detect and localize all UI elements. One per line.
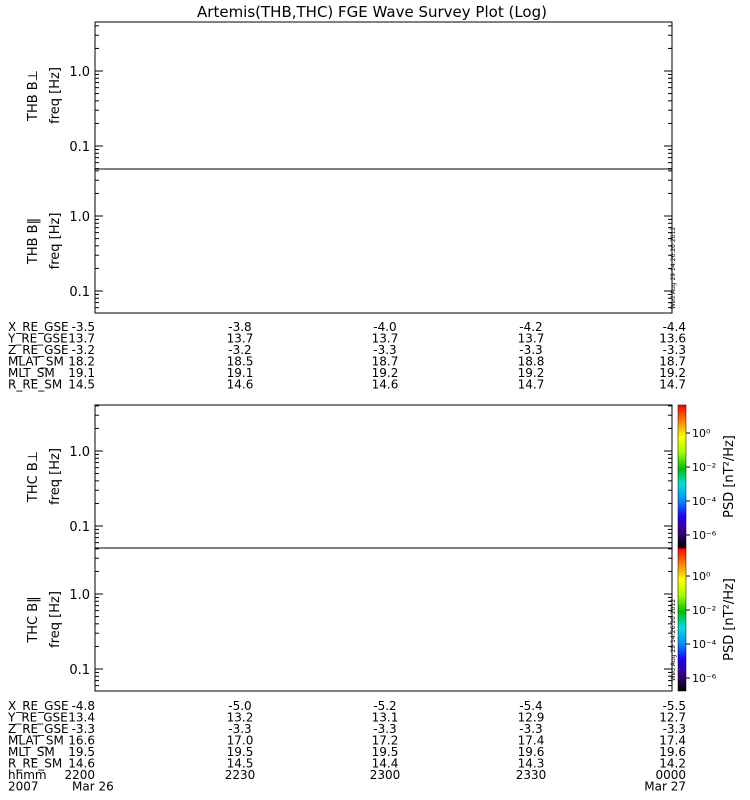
- ephemeris-value: -3.3: [662, 343, 686, 357]
- ephemeris-value: 14.3: [517, 756, 545, 771]
- panel-label: THC B⊥: [26, 450, 41, 503]
- ephemeris-value: 19.6: [517, 745, 545, 759]
- ephemeris-row-label: Y_RE_GSE: [8, 710, 68, 725]
- ephemeris-value: 19.2: [517, 366, 545, 380]
- ephemeris-value: 13.7: [68, 331, 95, 346]
- ephemeris-row-label: MLT_SM: [8, 366, 55, 380]
- ephemeris-value: 19.6: [659, 745, 686, 759]
- ephemeris-row-label: MLAT_SM: [8, 733, 64, 748]
- ephemeris-row-label: Z_RE_GSE: [8, 722, 69, 736]
- panel-label: THB B⊥: [26, 69, 41, 122]
- colorbar-label: PSD [nT²/Hz]: [722, 578, 737, 661]
- y-tick-label: 1.0: [69, 588, 90, 603]
- panel-frame: [95, 548, 672, 691]
- y-tick-label: 0.1: [69, 663, 90, 678]
- ephemeris-value: -3.3: [662, 722, 686, 736]
- ephemeris-value: 17.4: [659, 733, 686, 748]
- colorbar-tick-label: 10⁻²: [692, 604, 717, 617]
- ephemeris-value: 13.2: [226, 710, 254, 725]
- ephemeris-value: 19.5: [371, 745, 399, 759]
- ephemeris-value: -4.2: [519, 320, 543, 334]
- ephemeris-value: -5.0: [228, 699, 252, 713]
- ephemeris-value: 18.7: [371, 354, 399, 369]
- ephemeris-row-label: Y_RE_GSE: [8, 331, 68, 346]
- ephemeris-value: 14.5: [226, 756, 254, 771]
- ephemeris-value: -3.5: [71, 320, 95, 334]
- ephemeris-value: -4.4: [662, 320, 686, 334]
- ephemeris-table: [7, 320, 686, 794]
- y-tick-label: 0.1: [69, 520, 90, 535]
- timestamp: Wed Aug 29 14:26:20 2012: [670, 226, 677, 310]
- ephemeris-value: -3.8: [228, 320, 252, 334]
- date-end: Mar 27: [644, 779, 686, 794]
- ephemeris-value: -3.3: [228, 722, 252, 736]
- ephemeris-value: 2300: [369, 768, 401, 782]
- panel-frame: [95, 405, 672, 548]
- ephemeris-value: -5.2: [373, 699, 397, 713]
- date-year: 2007: [8, 779, 39, 794]
- ephemeris-value: 14.7: [517, 377, 545, 392]
- ephemeris-value: 17.0: [226, 733, 254, 748]
- y-axis-label: freq [Hz]: [48, 448, 63, 505]
- ephemeris-value: -3.2: [228, 343, 252, 357]
- ephemeris-value: 14.7: [659, 377, 686, 392]
- ephemeris-value: 13.4: [68, 710, 95, 725]
- colorbar-2: [678, 548, 737, 691]
- panel-thc-bperp: [26, 405, 672, 548]
- ephemeris-value: 2330: [515, 768, 547, 782]
- ephemeris-value: 2200: [64, 768, 95, 782]
- ephemeris-value: -4.0: [373, 320, 397, 334]
- ephemeris-value: -3.3: [519, 343, 543, 357]
- ephemeris-row-label: R_RE_SM: [8, 756, 63, 771]
- ephemeris-value: 17.2: [371, 733, 399, 748]
- ephemeris-value: 19.1: [68, 366, 95, 380]
- ephemeris-value: -3.3: [373, 722, 397, 736]
- ephemeris-value: -5.4: [519, 699, 543, 713]
- colorbar-1: [678, 405, 737, 548]
- ephemeris-value: -3.3: [71, 722, 95, 736]
- y-tick-label: 0.1: [69, 285, 90, 300]
- ephemeris-value: 19.5: [226, 745, 254, 759]
- chart-title: Artemis(THB,THC) FGE Wave Survey Plot (Log): [197, 3, 547, 21]
- ephemeris-value: -3.3: [373, 343, 397, 357]
- ephemeris-value: 2230: [224, 768, 256, 782]
- ephemeris-value: 19.2: [371, 366, 399, 380]
- y-axis-label: freq [Hz]: [48, 67, 63, 124]
- panel-frame: [95, 22, 672, 169]
- date-start: Mar 26: [72, 779, 114, 794]
- ephemeris-row-label: Z_RE_GSE: [8, 343, 69, 357]
- colorbar-tick-label: 10⁻⁴: [692, 495, 717, 508]
- ephemeris-value: 18.5: [226, 354, 254, 369]
- colorbar-tick-label: 10⁻⁴: [692, 638, 717, 651]
- panel-thc-bpar: [26, 548, 672, 691]
- ephemeris-value: 14.6: [226, 377, 254, 392]
- y-tick-label: 1.0: [69, 210, 90, 225]
- ephemeris-value: -3.2: [71, 343, 95, 357]
- ephemeris-value: 13.7: [371, 331, 399, 346]
- colorbar-tick-label: 10⁰: [692, 427, 711, 440]
- ephemeris-thb: [7, 320, 686, 392]
- ephemeris-row-label: MLAT_SM: [8, 354, 64, 369]
- ephemeris-value: 13.1: [371, 710, 399, 725]
- colorbar-strip: [678, 405, 686, 548]
- y-tick-label: 0.1: [69, 140, 90, 155]
- ephemeris-value: 12.9: [517, 710, 545, 725]
- ephemeris-value: -5.5: [662, 699, 686, 713]
- ephemeris-thc: [7, 699, 686, 782]
- ephemeris-value: 16.6: [68, 733, 95, 748]
- ephemeris-value: 18.2: [68, 354, 95, 369]
- ephemeris-value: 18.7: [659, 354, 686, 369]
- ephemeris-value: 19.1: [226, 366, 254, 380]
- ephemeris-value: 19.5: [68, 745, 95, 759]
- y-tick-label: 1.0: [69, 65, 90, 80]
- ephemeris-row-label: MLT_SM: [8, 745, 55, 759]
- ephemeris-value: 13.6: [659, 331, 686, 346]
- ephemeris-row-label: hhmm: [8, 768, 47, 782]
- ephemeris-value: 14.4: [371, 756, 399, 771]
- colorbars: [678, 405, 737, 691]
- ephemeris-value: 17.4: [517, 733, 545, 748]
- ephemeris-value: -4.8: [71, 699, 95, 713]
- panel-label: THC B‖: [26, 596, 41, 643]
- ephemeris-row-label: X_RE_GSE: [8, 320, 69, 334]
- panel-frame: [95, 169, 672, 313]
- colorbar-tick-label: 10⁻⁶: [692, 672, 717, 685]
- colorbar-label: PSD [nT²/Hz]: [722, 435, 737, 518]
- ephemeris-value: 0000: [655, 768, 686, 782]
- panel-thb-bperp: [26, 22, 672, 169]
- y-axis-label: freq [Hz]: [48, 591, 63, 648]
- ephemeris-row-label: X_RE_GSE: [8, 699, 69, 713]
- panel-label: THB B‖: [26, 217, 41, 265]
- colorbar-tick-label: 10⁻⁶: [692, 529, 717, 542]
- ephemeris-value: 14.5: [68, 377, 95, 392]
- y-tick-label: 1.0: [69, 445, 90, 460]
- ephemeris-value: 14.6: [68, 756, 95, 771]
- colorbar-tick-label: 10⁰: [692, 570, 711, 583]
- ephemeris-value: -3.3: [519, 722, 543, 736]
- spectrogram-panels: [26, 22, 677, 691]
- ephemeris-value: 14.6: [371, 377, 399, 392]
- panel-thb-bpar: [26, 169, 672, 313]
- timestamp: Wed Aug 29 14:26:20 2012: [670, 598, 677, 682]
- ephemeris-value: 18.8: [517, 354, 545, 369]
- ephemeris-value: 13.7: [226, 331, 254, 346]
- ephemeris-row-label: R_RE_SM: [8, 377, 63, 392]
- colorbar-strip: [678, 548, 686, 691]
- ephemeris-value: 12.7: [659, 710, 686, 725]
- ephemeris-value: 13.7: [517, 331, 545, 346]
- y-axis-label: freq [Hz]: [48, 212, 63, 270]
- colorbar-tick-label: 10⁻²: [692, 461, 717, 474]
- ephemeris-value: 19.2: [659, 366, 686, 380]
- ephemeris-value: 14.2: [659, 756, 686, 771]
